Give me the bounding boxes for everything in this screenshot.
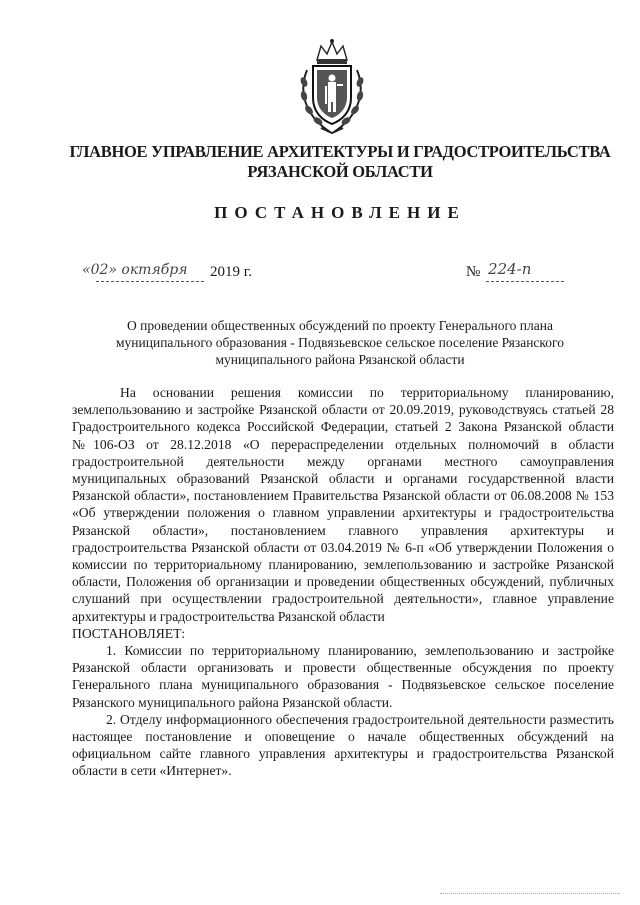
scan-artifact-dots bbox=[440, 893, 620, 894]
resolution-item-1: 1. Комиссии по территориальному планированию, землепользованию и застройке Рязанской области организовать и провести общественные обсуждения по проекту Генерального плана муниципального образования - Подвязьевское сельское поселение Рязанского муниципального района Рязанской области. bbox=[72, 643, 614, 710]
handwritten-date: «02» октября bbox=[82, 262, 188, 278]
date-year: 2019 г. bbox=[210, 264, 252, 280]
document-subject: О проведении общественных обсуждений по проекту Генерального плана муниципального образования - Подвязьевское сельское поселение Рязанского муниципального района Рязанской области bbox=[116, 318, 564, 367]
date-underline bbox=[96, 281, 204, 282]
ryazan-coat-of-arms-icon bbox=[297, 38, 367, 136]
handwritten-number: 224-п bbox=[488, 260, 532, 278]
resolution-item-2: 2. Отделу информационного обеспечения градостроительной деятельности разместить настоящее постановление и оповещение о начале общественных обсуждений на официальном сайте главного управления архитектуры и градостроительства Рязанской области в сети «Интернет». bbox=[72, 711, 614, 779]
document-body bbox=[72, 384, 614, 780]
document-type-title: ПОСТАНОВЛЕНИЕ bbox=[214, 203, 466, 222]
organization-name-line1: ГЛАВНОЕ УПРАВЛЕНИЕ АРХИТЕКТУРЫ И ГРАДОСТРОИТЕЛЬСТВА bbox=[69, 142, 611, 161]
preamble-paragraph: На основании решения комиссии по территориальному планированию, землепользованию и застройке Рязанской области от 20.09.2019, руководствуясь статьей 28 Градостроительного кодекса Российской Федерации, статьей 2 Закона Рязанской области №106-ОЗ от 28.12.2018 «О перераспределении отдельных полномочий в области градостроительной деятельности между органами местного самоуправления муниципальных образований Рязанской области и органами государственной власти Рязанской области», постановлением Правительства Рязанской области от 06.08.2008 № 153 «Об утверждении положения о главном управлении архитектуры и градостроительства Рязанской области», постановлением главного управления архитектуры и градостроительства Рязанской области от 03.04.2019 № 6-п «Об утверждении Положения о комиссии по территориальному планированию, землепользованию и застройке Рязанской области, Положения об организации и проведении общественных обсуждений, публичных слушаний при осуществлении градостроительной деятельности», главное управление архитектуры и градостроительства Рязанской области bbox=[72, 385, 614, 624]
number-underline bbox=[486, 281, 564, 282]
date-number-row bbox=[0, 262, 640, 286]
number-label: № bbox=[466, 264, 481, 280]
resolves-heading: ПОСТАНОВЛЯЕТ: bbox=[72, 625, 186, 641]
organization-name-line2: РЯЗАНСКОЙ ОБЛАСТИ bbox=[247, 162, 433, 181]
